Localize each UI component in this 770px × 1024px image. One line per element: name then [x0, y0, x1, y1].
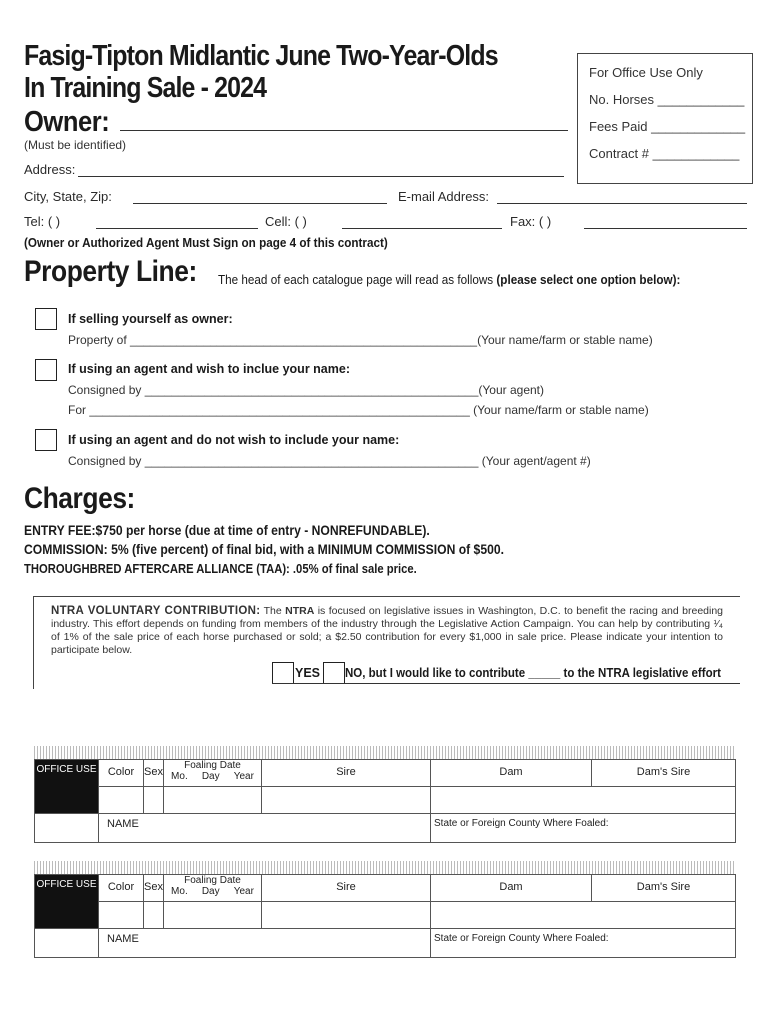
day-label-1: Day — [201, 771, 220, 782]
sex-header-1: Sex — [144, 760, 164, 787]
foaling-field-1[interactable] — [164, 787, 262, 814]
ntra-yes-label: YES — [295, 666, 321, 680]
sire-header-1: Sire — [262, 760, 431, 787]
day-label-2: Day — [201, 886, 220, 897]
property-intro-bold: (please select one option below): — [496, 272, 681, 287]
option-owner-line[interactable]: Property of ____________________________________________________(Your name/farm or stable name) — [68, 333, 653, 347]
color-header-1: Color — [99, 760, 144, 787]
option-agent-name-checkbox[interactable] — [35, 359, 57, 381]
office-blank-2 — [35, 929, 99, 958]
dams-sire-header-1: Dam's Sire — [592, 760, 736, 787]
email-field[interactable] — [497, 203, 747, 204]
foaling-label-1: Foaling Date — [184, 760, 241, 771]
horse-table-2 — [34, 874, 736, 958]
ntra-word: NTRA — [285, 605, 315, 617]
sign-note: (Owner or Authorized Agent Must Sign on page 4 of this contract) — [24, 235, 388, 250]
office-use-heading: For Office Use Only — [589, 65, 703, 80]
property-intro-text: The head of each catalogue page will read as follows — [218, 272, 494, 287]
fax-field[interactable] — [584, 228, 747, 229]
cell-field[interactable] — [342, 228, 502, 229]
option-agent-only-heading: If using an agent and do not wish to include your name: — [68, 433, 400, 447]
city-label: City, State, Zip: — [24, 189, 112, 204]
ntra-yes-checkbox[interactable] — [272, 662, 294, 684]
office-use-cell-2: OFFICE USE — [35, 875, 99, 929]
dam-header-1: Dam — [431, 760, 592, 787]
sex-field-2[interactable] — [144, 902, 164, 929]
option-owner-heading: If selling yourself as owner: — [68, 312, 233, 326]
charges-heading: Charges: — [24, 482, 135, 515]
sire-field-1[interactable] — [262, 787, 431, 814]
entry-fee: ENTRY FEE:$750 per horse (due at time of entry - NONREFUNDABLE). — [24, 523, 430, 538]
option-owner-checkbox[interactable] — [35, 308, 57, 330]
owner-field[interactable] — [120, 130, 568, 131]
sex-header-2: Sex — [144, 875, 164, 902]
foaling-cols-2 — [164, 886, 261, 897]
form-title — [24, 40, 498, 104]
ntra-lead: NTRA VOLUNTARY CONTRIBUTION: — [51, 605, 261, 617]
email-label: E-mail Address: — [398, 189, 490, 204]
office-use-cell-1: OFFICE USE — [35, 760, 99, 814]
owner-label: Owner: — [24, 106, 110, 138]
office-fees-paid: Fees Paid _____________ — [589, 119, 746, 134]
sex-field-1[interactable] — [144, 787, 164, 814]
option-agent-name-for[interactable]: For _________________________________________________________ (Your name/farm or stable name) — [68, 403, 649, 417]
sire-field-2[interactable] — [262, 902, 431, 929]
year-label-1: Year — [233, 771, 254, 782]
mo-label-1: Mo. — [171, 771, 188, 782]
address-label: Address: — [24, 162, 76, 177]
ntra-underline — [272, 683, 740, 684]
foaling-header-2 — [164, 875, 262, 902]
option-agent-only-checkbox[interactable] — [35, 429, 57, 451]
state-foaled-field-2[interactable]: State or Foreign County Where Foaled: — [431, 929, 736, 958]
ntra-no-checkbox[interactable] — [323, 662, 345, 684]
hatch-band-1 — [34, 746, 736, 760]
foaling-field-2[interactable] — [164, 902, 262, 929]
dam-field-2[interactable] — [431, 902, 736, 929]
dams-sire-header-2: Dam's Sire — [592, 875, 736, 902]
address-field[interactable] — [78, 176, 564, 177]
foaling-header-1 — [164, 760, 262, 787]
fax-label: Fax: ( ) — [510, 214, 552, 229]
color-field-1[interactable] — [99, 787, 144, 814]
office-blank-1 — [35, 814, 99, 843]
dam-field-1[interactable] — [431, 787, 736, 814]
option-agent-name-consigned[interactable]: Consigned by __________________________________________________(Your agent) — [68, 383, 545, 397]
color-header-2: Color — [99, 875, 144, 902]
year-label-2: Year — [233, 886, 254, 897]
office-use-box — [577, 53, 753, 184]
tel-label: Tel: ( ) — [24, 214, 61, 229]
dam-header-2: Dam — [431, 875, 592, 902]
office-contract-number: Contract # ____________ — [589, 146, 740, 161]
city-field[interactable] — [133, 203, 387, 204]
title-line-2: In Training Sale - 2024 — [24, 72, 267, 104]
taa-fee: THOROUGHBRED AFTERCARE ALLIANCE (TAA): .05% of final sale price. — [24, 562, 417, 576]
foaling-cols-1 — [164, 771, 261, 782]
commission: COMMISSION: 5% (five percent) of final bid, with a MINIMUM COMMISSION of $500. — [24, 542, 504, 557]
state-foaled-field-1[interactable]: State or Foreign County Where Foaled: — [431, 814, 736, 843]
property-line-heading: Property Line: — [24, 255, 197, 288]
name-field-2[interactable]: NAME — [99, 929, 431, 958]
color-field-2[interactable] — [99, 902, 144, 929]
title-line-1: Fasig-Tipton Midlantic June Two-Year-Olds — [24, 40, 498, 72]
name-field-1[interactable]: NAME — [99, 814, 431, 843]
ntra-text — [51, 605, 723, 657]
mo-label-2: Mo. — [171, 886, 188, 897]
option-agent-only-line[interactable]: Consigned by __________________________________________________ (Your agent/agent #) — [68, 454, 591, 468]
property-intro — [218, 272, 680, 287]
option-agent-name-heading: If using an agent and wish to inclue your name: — [68, 362, 350, 376]
hatch-band-2 — [34, 861, 736, 875]
horse-table-1 — [34, 759, 736, 843]
owner-note: (Must be identified) — [24, 138, 127, 152]
office-no-horses: No. Horses ____________ — [589, 92, 745, 107]
foaling-label-2: Foaling Date — [184, 875, 241, 886]
ntra-no-label: NO, but I would like to contribute _____ to the NTRA legislative effort — [345, 666, 721, 680]
ntra-text-b: is focused on legislative issues in Washington, D.C. to benefit the racing and breeding industry. This effort depends on funding from members of the industry through the Legislative Action Campaign. You can help by contributing ¹⁄₄ of 1% of the sale price of each horse purchased or sold; a $2.50 contribution for every $1,000 in sale price. Please indicate your intention to participate below. — [51, 605, 724, 656]
sire-header-2: Sire — [262, 875, 431, 902]
cell-label: Cell: ( ) — [265, 214, 307, 229]
tel-field[interactable] — [96, 228, 258, 229]
ntra-text-a: The — [263, 605, 282, 617]
